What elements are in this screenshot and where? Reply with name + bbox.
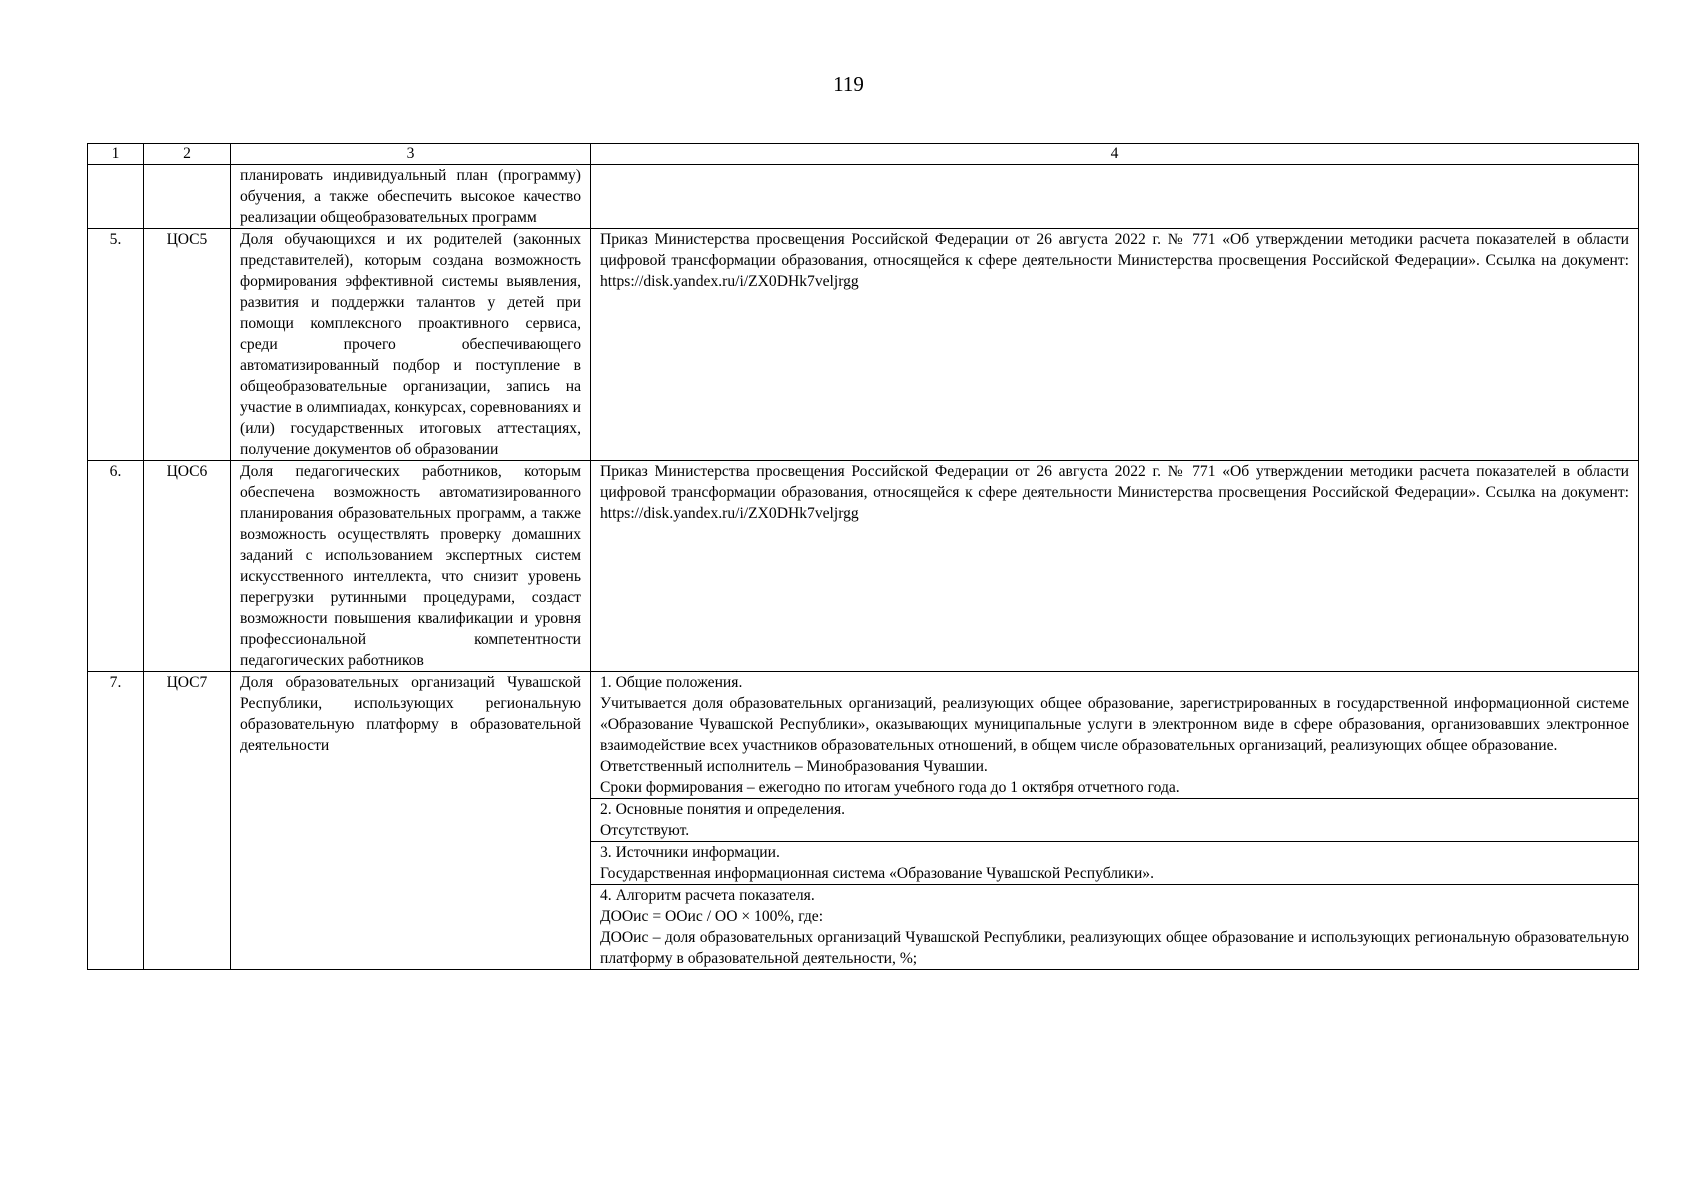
table-row xyxy=(88,672,1639,799)
table-row xyxy=(88,461,1639,672)
table-header-row xyxy=(88,144,1639,165)
section-text: Сроки формирования – ежегодно по итогам учебного года до 1 октября отчетного года. xyxy=(600,779,1180,796)
section-text: Государственная информационная система «Образование Чувашской Республики». xyxy=(600,865,1154,882)
section-title: 4. Алгоритм расчета показателя. xyxy=(600,887,815,904)
row-code: ЦОС5 xyxy=(144,229,231,461)
row-code: ЦОС7 xyxy=(144,672,231,970)
row-code: ЦОС6 xyxy=(144,461,231,672)
row-description: Доля педагогических работников, которым обеспечена возможность автоматизированного планирования образовательных программ, а также возможность осуществлять проверку домашних заданий с использованием экспертных систем искусственного интеллекта, что снизит уровень перегрузки рутинными процедурами, создаст возможности повышения квалификации и уровня профессиональной компетентности педагогических работников xyxy=(231,461,591,672)
table-row-continued xyxy=(88,165,1639,229)
section-text: Ответственный исполнитель – Минобразования Чувашии. xyxy=(600,758,988,775)
column-header: 4 xyxy=(591,144,1639,165)
row-description: планировать индивидуальный план (программу) обучения, а также обеспечить высокое качество реализации общеобразовательных программ xyxy=(231,165,591,229)
method-section-general xyxy=(591,672,1639,799)
column-header: 3 xyxy=(231,144,591,165)
row-number xyxy=(88,165,144,229)
row-method: Приказ Министерства просвещения Российской Федерации от 26 августа 2022 г. № 771 «Об утверждении методики расчета показателей в области цифровой трансформации образования, относящейся к сфере деятельности Министерства просвещения Российской Федерации». Ссылка на документ: https://disk.yandex.ru/i/ZX0DHk7veljrgg xyxy=(591,461,1639,672)
column-header: 1 xyxy=(88,144,144,165)
row-number: 6. xyxy=(88,461,144,672)
section-text: Отсутствуют. xyxy=(600,822,690,839)
row-number: 5. xyxy=(88,229,144,461)
table-row xyxy=(88,229,1639,461)
row-description: Доля образовательных организаций Чувашской Республики, использующих региональную образовательную платформу в образовательной деятельности xyxy=(231,672,591,970)
section-title: 3. Источники информации. xyxy=(600,844,780,861)
indicator-table xyxy=(87,143,1639,970)
row-method: Приказ Министерства просвещения Российской Федерации от 26 августа 2022 г. № 771 «Об утверждении методики расчета показателей в области цифровой трансформации образования, относящейся к сфере деятельности Министерства просвещения Российской Федерации». Ссылка на документ: https://disk.yandex.ru/i/ZX0DHk7veljrgg xyxy=(591,229,1639,461)
row-method xyxy=(591,165,1639,229)
section-title: 2. Основные понятия и определения. xyxy=(600,801,846,818)
method-section-sources xyxy=(591,842,1639,885)
section-title: 1. Общие положения. xyxy=(600,674,743,691)
section-text: ДООис – доля образовательных организаций Чувашской Республики, реализующих общее образование и использующих региональную образовательную платформу в образовательной деятельности, %; xyxy=(600,929,1629,967)
formula: ДООис = ООис / ОО × 100%, где: xyxy=(600,908,824,925)
method-section-algorithm xyxy=(591,885,1639,970)
row-code xyxy=(144,165,231,229)
row-number: 7. xyxy=(88,672,144,970)
method-section-definitions xyxy=(591,799,1639,842)
page-number: 119 xyxy=(833,72,864,96)
section-text: Учитывается доля образовательных организаций, реализующих общее образование, зарегистрированных в государственной информационной системе «Образование Чувашской Республики», оказывающих муниципальные услуги в электронном виде в сфере образования, организовавших электронное взаимодействие всех участников образовательных отношений, в общем числе образовательных организаций, реализующих общее образование. xyxy=(600,695,1629,754)
column-header: 2 xyxy=(144,144,231,165)
row-description: Доля обучающихся и их родителей (законных представителей), которым создана возможность формирования эффективной системы выявления, развития и поддержки талантов у детей при помощи комплексного проактивного сервиса, среди прочего обеспечивающего автоматизированный подбор и поступление в общеобразовательные организации, запись на участие в олимпиадах, конкурсах, соревнованиях и (или) государственных итоговых аттестациях, получение документов об образовании xyxy=(231,229,591,461)
